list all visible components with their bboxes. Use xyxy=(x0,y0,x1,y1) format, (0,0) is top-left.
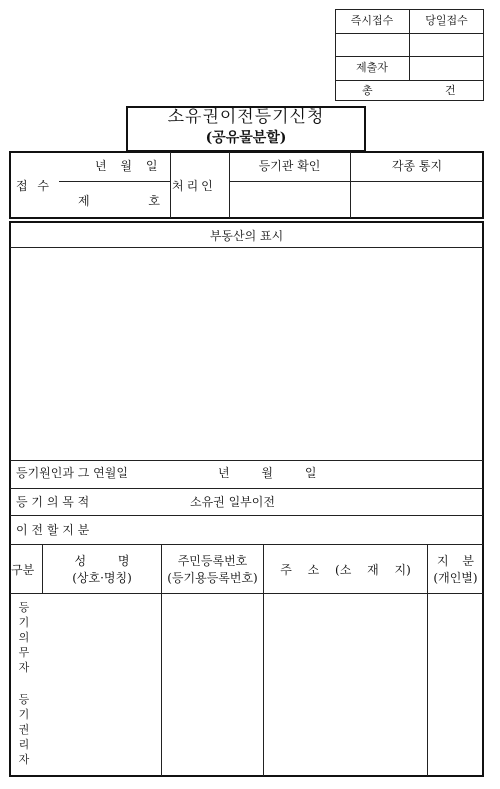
col-id-sub: (등기용등록번호) xyxy=(167,571,258,585)
holder-label: 등기권리자 xyxy=(18,693,30,766)
col-type: 구분 xyxy=(11,563,35,577)
cause-value[interactable]: 년 월 일 xyxy=(218,466,317,480)
row-line xyxy=(10,515,483,516)
receipt-box-row-line xyxy=(335,56,484,57)
page-subtitle: (공유물분할) xyxy=(205,130,287,146)
intake-number: 제 호 xyxy=(78,194,160,208)
intake-header-line xyxy=(229,181,483,182)
notices-label: 각종 통지 xyxy=(391,159,443,173)
obligor-label: 등기의무자 xyxy=(18,601,30,674)
intake-label: 접 수 xyxy=(16,179,52,193)
col-share-sub: (개인별) xyxy=(433,571,478,585)
col-id: 주민등록번호 xyxy=(177,554,248,568)
property-area[interactable] xyxy=(10,248,483,460)
row-line xyxy=(10,544,483,545)
intake-date-line xyxy=(59,181,170,182)
party-col-line xyxy=(42,545,43,593)
col-share: 지 분 xyxy=(437,554,474,568)
col-address: 주 소 (소 재 지) xyxy=(280,563,411,577)
total-label: 총 xyxy=(362,84,373,97)
processor-label: 처리인 xyxy=(172,179,216,193)
party-entry-area[interactable] xyxy=(43,594,483,776)
count-unit-label: 건 xyxy=(445,84,456,97)
purpose-label: 등 기 의 목 적 xyxy=(16,495,90,509)
col-name: 성 명 xyxy=(74,554,130,568)
page-title: 소유권이전등기신청 xyxy=(167,107,325,127)
receipt-box-row-line xyxy=(335,33,484,34)
same-day-receipt-label: 당일접수 xyxy=(425,14,468,27)
intake-date: 년 월 일 xyxy=(95,159,158,173)
cause-label: 등기원인과 그 연월일 xyxy=(16,466,128,480)
row-line xyxy=(10,488,483,489)
share-label: 이 전 할 지 분 xyxy=(16,523,90,537)
immediate-receipt-label: 즉시접수 xyxy=(350,14,394,27)
purpose-value[interactable]: 소유권 일부이전 xyxy=(190,495,275,509)
property-header: 부동산의 표시 xyxy=(209,229,284,243)
receipt-box-row-line xyxy=(335,80,484,81)
registry-confirm-label: 등기관 확인 xyxy=(258,159,321,173)
property-bottom-line xyxy=(10,460,483,461)
col-name-sub: (상호·명칭) xyxy=(72,571,132,585)
intake-divider xyxy=(170,152,171,218)
submitter-label: 제출자 xyxy=(356,61,388,74)
